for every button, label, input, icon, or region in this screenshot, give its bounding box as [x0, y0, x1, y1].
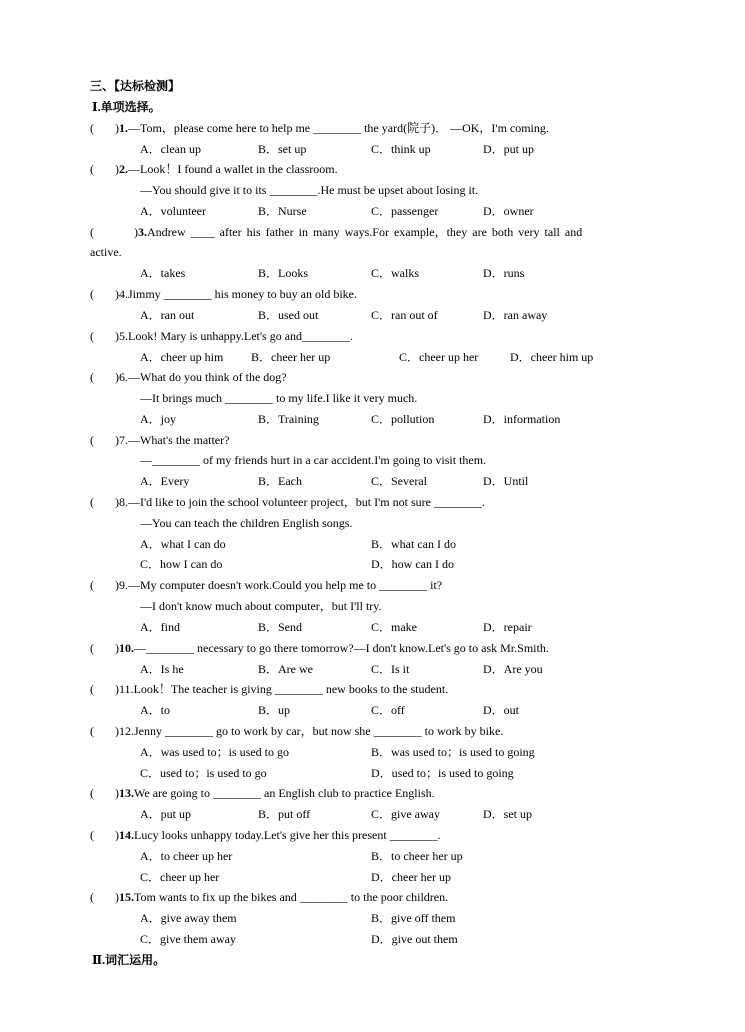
part2-title: Ⅱ.词汇运用。 — [92, 953, 166, 967]
option: D．Until — [483, 474, 529, 488]
option: D．cheer him up — [510, 350, 594, 364]
question-6-line2: —It brings much ________ to my life.I like it very much. — [140, 391, 418, 405]
option: B．Send — [258, 620, 303, 634]
option: B．set up — [258, 142, 307, 156]
option: B．to cheer her up — [371, 849, 463, 863]
option: D．how can I do — [371, 557, 454, 571]
question-4: ( )4.Jimmy ________ his money to buy an old bike. — [90, 287, 357, 301]
question-9-line2: —I don't know much about computer，but I'll try. — [140, 599, 382, 613]
answer-blank: ( ) — [90, 121, 119, 135]
question-2: ( )2.—Look！I found a wallet in the classroom. — [90, 162, 338, 176]
question-12: ( )12.Jenny ________ go to work by car，but now she ________ to work by bike. — [90, 724, 504, 738]
question-5: ( )5.Look! Mary is unhappy.Let's go and________. — [90, 329, 354, 343]
option: C．cheer up her — [140, 870, 220, 884]
option: C．think up — [371, 142, 431, 156]
option: C．cheer up her — [399, 350, 479, 364]
option: C．off — [371, 703, 405, 717]
option: A．Every — [140, 474, 190, 488]
option: A．to — [140, 703, 171, 717]
option: B．Each — [258, 474, 302, 488]
question-11: ( )11.Look！The teacher is giving ________ new books to the student. — [90, 682, 449, 696]
option: C．pollution — [371, 412, 435, 426]
option: B．give off them — [371, 911, 456, 925]
option: A．volunteer — [140, 204, 206, 218]
option: A．was used to；is used to go — [140, 745, 289, 759]
option: C．how I can do — [140, 557, 223, 571]
option: B．put off — [258, 807, 311, 821]
option: A．find — [140, 620, 180, 634]
option: C．passenger — [371, 204, 439, 218]
option: D．owner — [483, 204, 534, 218]
option: B．Looks — [258, 266, 309, 280]
part1-title: Ⅰ.单项选择。 — [92, 100, 161, 114]
question-15: ( )15.Tom wants to fix up the bikes and ________ to the poor children. — [90, 890, 449, 904]
section-title: 三、【达标检测】 — [90, 79, 181, 93]
question-3: ( )3.Andrew ____ after his father in many ways.For example，they are both very tall and — [90, 225, 583, 239]
question-8: ( )8.—I'd like to join the school volunteer project，but I'm not sure ________. — [90, 495, 485, 509]
question-13: ( )13.We are going to ________ an English club to practice English. — [90, 786, 435, 800]
option: D．out — [483, 703, 520, 717]
option: B．was used to；is used to going — [371, 745, 535, 759]
option: D．give out them — [371, 932, 458, 946]
option: C．give away — [371, 807, 440, 821]
question-2-line2: —You should give it to its ________.He must be upset about losing it. — [140, 183, 479, 197]
option: C．give them away — [140, 932, 236, 946]
option: D．information — [483, 412, 561, 426]
option: A．Is he — [140, 662, 184, 676]
option: C．ran out of — [371, 308, 438, 322]
question-8-line2: —You can teach the children English songs. — [140, 516, 353, 530]
option: D．cheer her up — [371, 870, 451, 884]
option: A．to cheer up her — [140, 849, 233, 863]
option: A．takes — [140, 266, 186, 280]
option: A．give away them — [140, 911, 237, 925]
option: D．set up — [483, 807, 532, 821]
option: C．used to；is used to go — [140, 766, 267, 780]
question-10: ( )10.—________ necessary to go there tomorrow?—I don't know.Let's go to ask Mr.Smith. — [90, 641, 549, 655]
option: D．Are you — [483, 662, 543, 676]
question-6: ( )6.—What do you think of the dog? — [90, 370, 287, 384]
option: D．runs — [483, 266, 525, 280]
option: C．walks — [371, 266, 420, 280]
option: B．used out — [258, 308, 319, 322]
option: B．Training — [258, 412, 319, 426]
option: A．ran out — [140, 308, 195, 322]
option: C．Several — [371, 474, 427, 488]
option: A．clean up — [140, 142, 201, 156]
option: B．cheer her up — [251, 350, 331, 364]
question-3-cont: active. — [90, 245, 122, 259]
option: D．repair — [483, 620, 532, 634]
question-1: ( )1.—Tom，please come here to help me ________ the yard(院子)． —OK，I'm coming. — [90, 121, 549, 135]
option: A．joy — [140, 412, 177, 426]
option: A．what I can do — [140, 537, 226, 551]
option: B．up — [258, 703, 291, 717]
question-7-line2: —________ of my friends hurt in a car accident.I'm going to visit them. — [140, 453, 487, 467]
option: B．what can I do — [371, 537, 456, 551]
option: D．ran away — [483, 308, 548, 322]
option: C．Is it — [371, 662, 410, 676]
question-14: ( )14.Lucy looks unhappy today.Let's give her this present ________. — [90, 828, 441, 842]
option: D．used to；is used to going — [371, 766, 514, 780]
option: A．cheer up him — [140, 350, 224, 364]
option: D．put up — [483, 142, 535, 156]
question-7: ( )7.—What's the matter? — [90, 433, 230, 447]
option: A．put up — [140, 807, 192, 821]
option: C．make — [371, 620, 417, 634]
option: B．Nurse — [258, 204, 307, 218]
question-9: ( )9.—My computer doesn't work.Could you help me to ________ it? — [90, 578, 443, 592]
option: B．Are we — [258, 662, 313, 676]
